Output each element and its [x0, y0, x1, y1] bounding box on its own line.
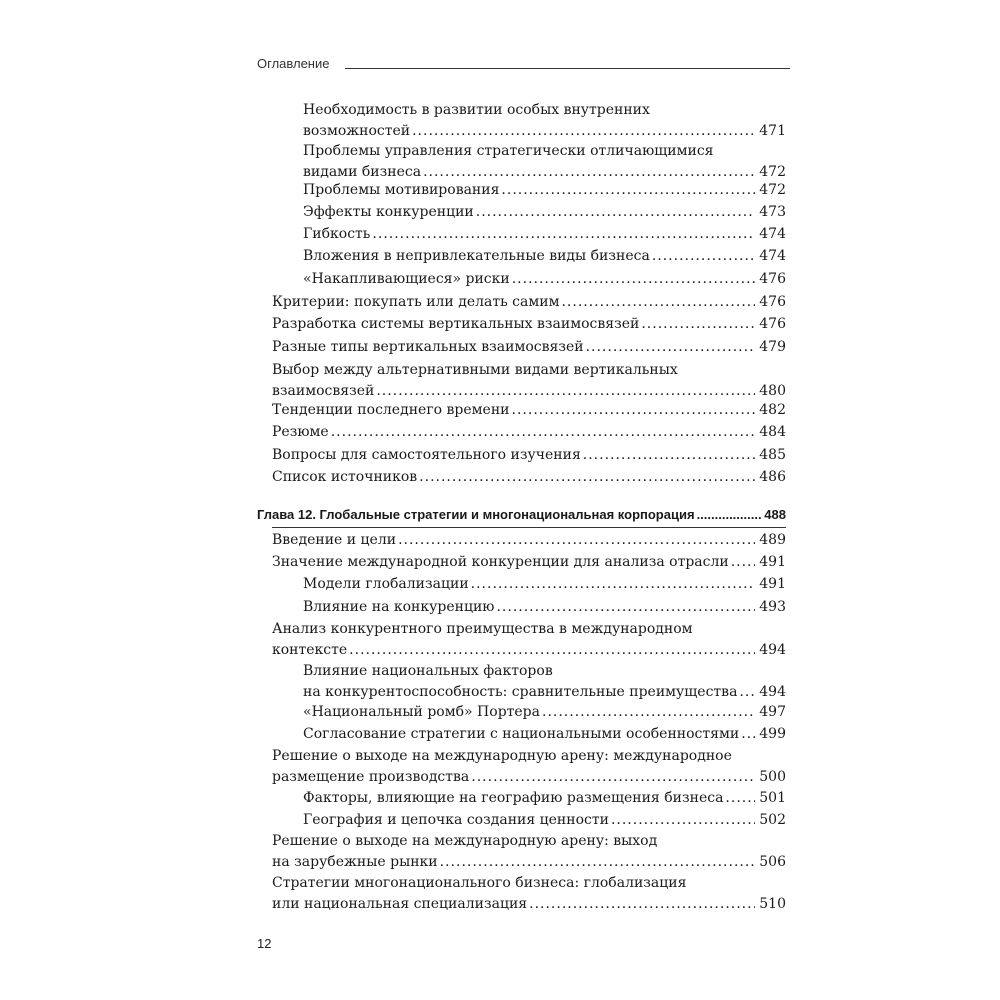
chapter-rule: [272, 527, 786, 528]
toc-entry-page: 500: [759, 769, 786, 785]
dot-leader: [529, 894, 755, 915]
dot-leader: [583, 445, 755, 466]
toc-entry-page: 491: [759, 576, 786, 592]
toc-entry-text: Тенденции последнего времени: [272, 402, 510, 418]
toc-entry: [303, 702, 786, 723]
toc-entry-page: 506: [759, 854, 786, 870]
dot-leader: [412, 121, 755, 142]
toc-entry-text-line1: Решение о выходе на международную арену: выход: [272, 833, 658, 849]
toc-entry-text: Значение международной конкуренции для анализа отрасли: [272, 554, 729, 570]
toc-entry: [272, 314, 786, 335]
toc-entry-text-line1: Проблемы управления стратегически отличающимися: [303, 143, 714, 159]
toc-entry-page: 499: [759, 726, 786, 742]
toc-entry-text: Вложения в непривлекательные виды бизнеса: [303, 248, 650, 264]
toc-entry: [272, 445, 786, 466]
toc-entry: [272, 530, 786, 551]
dot-leader: [741, 724, 755, 745]
dot-leader: [725, 788, 755, 809]
toc-entry-page: 502: [759, 812, 786, 828]
toc-entry: [303, 180, 786, 201]
dot-leader: [542, 702, 755, 723]
toc-entry-text: видами бизнеса: [303, 164, 422, 180]
dot-leader: [398, 530, 755, 551]
running-head-title: Оглавление: [257, 56, 330, 71]
toc-entry: [272, 831, 786, 873]
toc-entry-page: 510: [759, 896, 786, 912]
dot-leader: [611, 810, 755, 831]
toc-entry-text: Резюме: [272, 424, 329, 440]
toc-entry-page: 479: [759, 339, 786, 355]
toc-entry-text: Влияние на конкуренцию: [303, 599, 495, 615]
toc-entry: [303, 202, 786, 223]
toc-entry-text: Согласование стратегии с национальными особенностями: [303, 726, 740, 742]
toc-entry-text: взаимосвязей: [272, 383, 375, 399]
toc-entry-page: 480: [759, 383, 786, 399]
toc-entry-page: 485: [759, 447, 786, 463]
toc-entry: [303, 810, 786, 831]
toc-entry-text-line1: Необходимость в развитии особых внутренних: [303, 102, 650, 118]
dot-leader: [476, 202, 756, 223]
toc-entry-text-line1: Стратегии многонационального бизнеса: глобализация: [272, 875, 687, 891]
toc-entry-page: 484: [759, 424, 786, 440]
dot-leader: [586, 337, 756, 358]
chapter-page: 488: [764, 507, 786, 522]
toc-entry-page: 493: [759, 599, 786, 615]
toc-entry-text: Введение и цели: [272, 532, 397, 548]
dot-leader: [331, 422, 756, 443]
toc-entry: [303, 269, 786, 290]
toc-entry-page: 474: [759, 226, 786, 242]
toc-entry: [303, 141, 786, 183]
dot-leader: [512, 269, 756, 290]
toc-entry-text: Разные типы вертикальных взаимосвязей: [272, 339, 584, 355]
toc-entry: [272, 292, 786, 313]
toc-entry-page: 501: [759, 790, 786, 806]
toc-entry: [303, 224, 786, 245]
chapter-title: Глава 12. Глобальные стратегии и многонациональная корпорация: [257, 507, 695, 522]
toc-entry: [272, 400, 786, 421]
chapter-heading: [257, 505, 786, 525]
dot-leader: [496, 597, 755, 618]
toc-entry-text-line1: Анализ конкурентного преимущества в международном: [272, 621, 693, 637]
dot-leader: [376, 381, 755, 402]
toc-entry-page: 491: [759, 554, 786, 570]
toc-entry-page: 476: [759, 316, 786, 332]
toc-entry-page: 476: [759, 271, 786, 287]
toc-entry-text: на конкурентоспособность: сравнительные преимущества: [303, 684, 738, 700]
toc-entry: [272, 337, 786, 358]
toc-entry: [303, 597, 786, 618]
toc-entry: [303, 100, 786, 142]
toc-entry-text-line1: Решение о выходе на международную арену: международное: [272, 748, 732, 764]
toc-entry: [303, 788, 786, 809]
toc-entry-page: 471: [759, 123, 786, 139]
toc-entry-text: Модели глобализации: [303, 576, 469, 592]
toc-entry-page: 486: [759, 469, 786, 485]
toc-entry-text: Эффекты конкуренции: [303, 204, 474, 220]
toc-entry-text-line1: Влияние национальных факторов: [303, 663, 553, 679]
toc-entry-text: размещение производства: [272, 769, 470, 785]
toc-entry-text-line1: Выбор между альтернативными видами вертикальных: [272, 362, 678, 378]
toc-entry: [303, 246, 786, 267]
toc-entry: [303, 574, 786, 595]
dot-leader: [697, 505, 763, 525]
dot-leader: [731, 552, 756, 573]
toc-entry-text: Критерии: покупать или делать самим: [272, 294, 560, 310]
toc-entry-text: Гибкость: [303, 226, 371, 242]
toc-entry-page: 494: [759, 684, 786, 700]
toc-entry: [303, 724, 786, 745]
toc-entry-text: «Национальный ромб» Портера: [303, 704, 540, 720]
dot-leader: [501, 180, 755, 201]
toc-entry-page: 472: [759, 164, 786, 180]
running-head-rule: [345, 68, 790, 69]
toc-entry-text: География и цепочка создания ценности: [303, 812, 609, 828]
dot-leader: [471, 574, 756, 595]
toc-entry-text: контексте: [272, 642, 348, 658]
dot-leader: [349, 640, 755, 661]
dot-leader: [419, 467, 755, 488]
toc-entry-text: или национальная специализация: [272, 896, 528, 912]
toc-entry: [272, 746, 786, 788]
toc-entry-page: 482: [759, 402, 786, 418]
toc-entry-page: 472: [759, 182, 786, 198]
dot-leader: [739, 682, 755, 703]
dot-leader: [471, 767, 755, 788]
dot-leader: [512, 400, 756, 421]
toc-entry: [272, 619, 786, 661]
running-head: [257, 53, 790, 73]
toc-entry-text: Проблемы мотивирования: [303, 182, 500, 198]
page-number: 12: [257, 936, 272, 951]
toc-entry-page: 494: [759, 642, 786, 658]
dot-leader: [561, 292, 755, 313]
toc-entry-text: «Накапливающиеся» риски: [303, 271, 510, 287]
toc-entry: [272, 422, 786, 443]
toc-entry-text: возможностей: [303, 123, 411, 139]
dot-leader: [641, 314, 755, 335]
toc-entry-page: 497: [759, 704, 786, 720]
toc-entry: [272, 873, 786, 915]
toc-entry: [272, 552, 786, 573]
toc-entry-text: Список источников: [272, 469, 418, 485]
toc-entry-page: 489: [759, 532, 786, 548]
dot-leader: [372, 224, 755, 245]
toc-entry-text: Разработка системы вертикальных взаимосвязей: [272, 316, 640, 332]
toc-entry: [272, 360, 786, 402]
toc-entry: [272, 467, 786, 488]
toc-entry-text: Факторы, влияющие на географию размещения бизнеса: [303, 790, 724, 806]
toc-entry-text: Вопросы для самостоятельного изучения: [272, 447, 581, 463]
toc-entry-page: 476: [759, 294, 786, 310]
toc-entry-page: 473: [759, 204, 786, 220]
dot-leader: [440, 852, 756, 873]
toc-entry: [303, 661, 786, 703]
toc-entry-text: на зарубежные рынки: [272, 854, 438, 870]
dot-leader: [652, 246, 755, 267]
toc-entry-page: 474: [759, 248, 786, 264]
